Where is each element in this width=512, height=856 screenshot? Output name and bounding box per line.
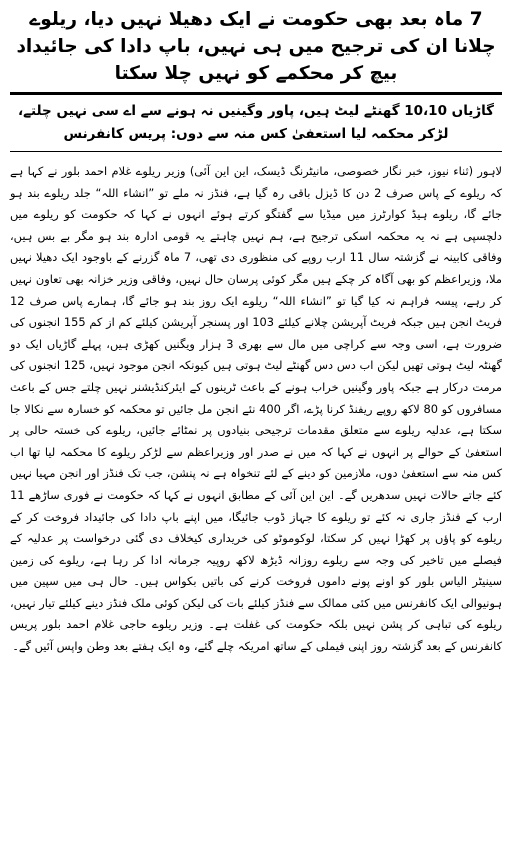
subheadline: گاڑیاں 10،10 گھنٹے لیٹ ہیں، پاور وگینیں نہ ہونے سے اے سی نہیں چلتے، لڑکر محکمہ لیا استعفیٰ کس منہ سے دوں: پریس کانفرنس (17, 103, 495, 142)
headline: 7 ماہ بعد بھی حکومت نے ایک دھیلا نہیں دیا، ریلوے چلانا ان کی ترجیح میں ہی نہیں، باپ دادا کی جائیداد بیچ کر محکمے کو نہیں چلا سکتا (16, 9, 496, 84)
subheadline-divider (10, 151, 502, 152)
article-body: لاہور (ثناء نیوز، خبر نگار خصوصی، مانیٹرنگ ڈیسک، این این آئی) وزیر ریلوے غلام احمد بلور نے کہا ہے کہ ریلوے کے پاس صرف 2 دن کا ڈیزل باقی رہ گیا ہے، فنڈز نہ ملے تو ”انشاء اللہ“ جلد ریلوے بند ہو جائے گا، ریلوے ہیڈ کوارٹرز میں میڈیا سے گفتگو کرتے ہوئے انہوں نے کہا کہ حکومت کو ریلوے میں دلچسپی ہے نہ یہ محکمہ اسکی ترجیح ہے، ہم نہیں چاہتے یہ قومی ادارہ بند ہو مگر بے بس ہیں، وفاقی کابینہ نے گزشتہ سال 11 ارب روپے کی منظوری دی تھی، 7 ماہ گزرنے کے باوجود ایک دھیلا نہیں ملا، وزیراعظم کو بھی آگاہ کر چکے ہیں مگر کوئی پرسان حال نہیں، وفاقی وزیر خزانہ بھی تعاون نہیں کر رہے، پیسہ فراہم نہ کیا گیا تو ”انشاء اللہ“ ریلوے ایک روز بند ہو جائے گا، ہمارے پاس صرف 12 فریٹ انجن ہیں جبکہ فریٹ آپریشن چلانے کیلئے 103 اور پسنجر آپریشن کیلئے کم از کم 155 انجنوں کی ضرورت ہے، اسی وجہ سے کراچی میں مال سے بھری 3 ہزار ویگنیں کھڑی ہیں، پہلے گاڑیاں ایک دو گھنٹہ لیٹ ہوتی تھیں لیکن اب دس دس گھنٹے لیٹ ہوتی ہیں کیونکہ انجن موجود نہیں، 125 انجنوں کی مرمت درکار ہے جبکہ پاور وگینیں خراب ہونے کے باعث ٹرینوں کے ایئرکنڈیشنر نہیں چلتے جس کے باعث مسافروں کو 80 لاکھ روپے ریفنڈ کرنا پڑے، اگر 400 نئے انجن مل جائیں تو محکمہ کو خسارہ سے نکالا جا سکتا ہے، عدلیہ ریلوے سے متعلق مقدمات ترجیحی بنیادوں پر نمٹائے جائیں، ریلوے کی خستہ حالی پر استعفیٰ کے حوالے پر انہوں نے کہا کہ میں نے صدر اور وزیراعظم سے لڑکر ریلوے کا محکمہ لیا تھا اب کس منہ سے استعفیٰ دوں، ملازمین کو دینے کے لئے تنخواہ ہے نہ پنشن، جب تک فنڈز اور انجن مہیا نہیں کئے جاتے حالات نہیں سدھریں گے۔ این این آئی کے مطابق انہوں نے کہا کہ حکومت نے فوری ساڑھے 11 ارب کے فنڈز جاری نہ کئے تو ریلوے کا جہاز ڈوب جائیگا، میں اپنے باپ دادا کی جائیداد فروخت کر کے ریلوے کو پاؤں پر کھڑا نہیں کر سکتا، لوکوموٹو کی خریداری کیخلاف دی گئی درخواست پر عدلیہ کے فیصلے میں تاخیر کی وجہ سے ریلوے روزانہ ڈیڑھ لاکھ روپیہ جرمانہ ادا کر رہا ہے، ریلوے کی زمین سینیٹر الیاس بلور کو اونے پونے داموں فروخت کرنے کی باتیں بکواس ہیں۔ حال ہی میں سپین میں ہونیوالی ایک کانفرنس میں کئی ممالک سے فنڈز کیلئے بات کی لیکن کوئی ملک فنڈز دینے کیلئے تیار نہیں، ریلوے کی تباہی کر پشن نہیں بلکہ حکومت کی غفلت ہے۔ وزیر ریلوے حاجی غلام احمد بلور پریس کانفرنس کے بعد گزشتہ روز اپنی فیملی کے ساتھ امریکہ چلے گئے، وہ ایک ہفتے بعد وطن واپس آئیں گے۔ (10, 164, 503, 654)
headline-divider (10, 92, 502, 95)
